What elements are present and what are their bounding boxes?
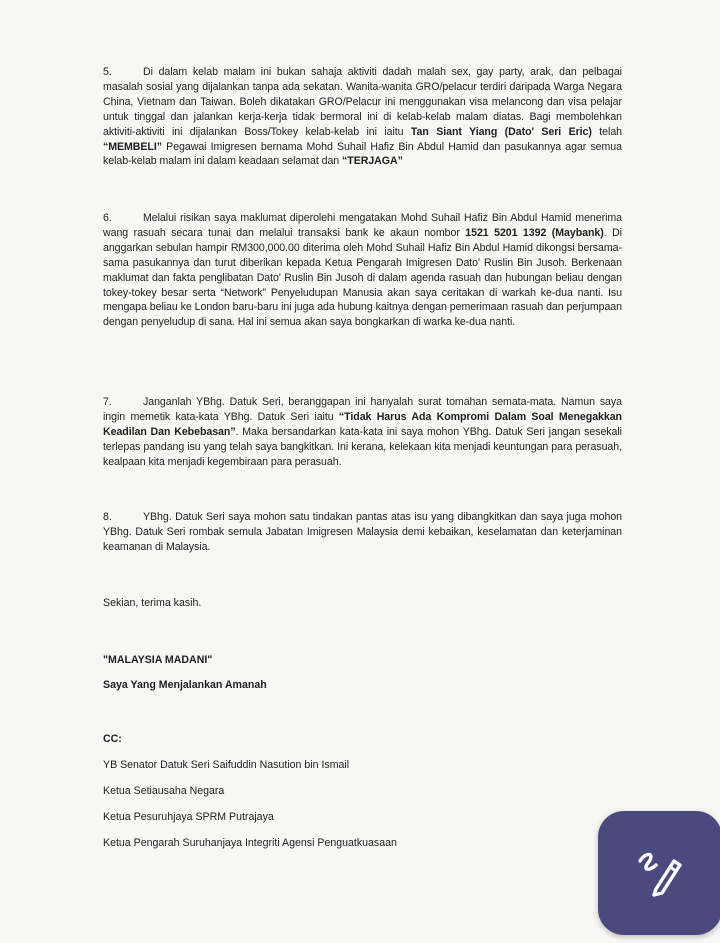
paragraph-text [103,395,622,470]
bold-text: “Tidak Harus Ada Kompromi Dalam Soal Menegakkan Keadilan Dan Kebebasan” [103,410,622,438]
signoff-text: Saya Yang Menjalankan Amanah [103,679,267,691]
text-segment: . Maka bersandarkan kata-kata ini saya mohon YBhg. Datuk Seri jangan sesekali terlepas pandang isu yang telah saya bangkitkan. Ini kerana, kelekaan kita menjadi keuntungan para perasuah, kealpaan kita menjadi kegembiraan para perasuah. [103,425,622,468]
text-segment: YBhg. Datuk Seri saya mohon satu tindakan pantas atas isu yang dibangkitkan dan saya juga mohon YBhg. Datuk Seri rombak semula Jabatan Imigresen Malaysia demi kebaikan, keselamatan dan keterjaminan keamanan di Malaysia. [103,511,622,553]
cc-label: CC: [103,733,122,745]
text-segment: telah [591,125,623,138]
motto-text: "MALAYSIA MADANI" [103,654,213,666]
text-segment: Di dalam kelab malam ini bukan sahaja aktiviti dadah malah sex, gay party, arak, dan pelbagai masalah sosial yang dijalankan tanpa ada sekatan. Wanita-wanita GRO/pelacur terdiri daripada Warga Negara China, Vietnam dan Taiwan. Boleh dikatakan GRO/Pelacur ini menggunakan visa melancong dan visa pelajar untuk tinggal dan jalankan kerja-kerja tidak bermoral ini di kelab-kelab malam diatas. Bagi membolehkan aktiviti-aktiviti ini dijalankan Boss/Tokey kelab-kelab ini iaitu [103,66,622,138]
paragraph-6 [103,211,622,330]
text-segment: . Di anggarkan sebulan hampir RM300,000.00 diterima oleh Mohd Suhail Hafiz Bin Abdul Hamid dikongsi bersama-sama pasukannya dan turut diberikan kepada Ketua Pengarah Imigresen Dato' Ruslin Bin Jusoh. Berkenaan maklumat dan fakta penglibatan Dato' Ruslin Bin Jusoh di dalam agenda rasuah dan hubungan beliau dengan tokey-tokey besar serta “Network” Penyeludupan Manusia akan saya ceritakan di warkah ke-dua nanti. Isu mengapa beliau ke London baru-baru ini juga ada hubung kaitnya dengan pemerimaan rasuah dan perjumpaan dengan penyeludup di sana. Hal ini semua akan saya bongkarkan di warka ke-dua nanti. [103,226,622,329]
pen-icon [634,847,686,899]
paragraph-text [103,211,622,330]
paragraph-5 [103,65,622,169]
text-segment: Janganlah YBhg. Datuk Seri, beranggapan ini hanyalah surat tomahan semata-mata. Namun saya ingin memetik kata-kata YBhg. Datuk Seri iaitu [103,396,622,423]
paragraph-number: 8. [103,511,112,523]
paragraph-number: 6. [103,212,112,224]
paragraph-text [103,65,622,169]
text-segment: Pegawai Imigresen bernama Mohd Suhail Hafiz Bin Abdul Hamid dan pasukannya agar semua kelab-kelab malam ini dalam keadaan selamat dan [103,140,622,168]
paragraph-8 [103,510,622,555]
paragraph-7 [103,395,622,470]
bold-text: Tan Siant Yiang (Dato' Seri Eric) [410,125,592,138]
cc-item: Ketua Pesuruhjaya SPRM Putrajaya [103,811,274,823]
text-segment: Melalui risikan saya maklumat diperolehi mengatakan Mohd Suhail Hafiz Bin Abdul Hamid menerima wang rasuah secara tunai dan melalui transaksi bank ke akaun nombor [103,212,622,239]
cc-item: Ketua Setiausaha Negara [103,785,225,797]
bold-text: “TERJAGA” [342,155,403,168]
edit-fab-button[interactable] [598,811,720,935]
closing-text: Sekian, terima kasih. [103,597,202,609]
bold-text: 1521 5201 1392 (Maybank) [465,226,604,239]
paragraph-text [103,510,622,555]
paragraph-number: 7. [103,396,112,408]
cc-item: Ketua Pengarah Suruhanjaya Integriti Agensi Penguatkuasaan [103,837,397,849]
paragraph-number: 5. [103,66,112,78]
cc-item: YB Senator Datuk Seri Saifuddin Nasution bin Ismail [103,759,350,771]
bold-text: “MEMBELI” [103,140,162,153]
